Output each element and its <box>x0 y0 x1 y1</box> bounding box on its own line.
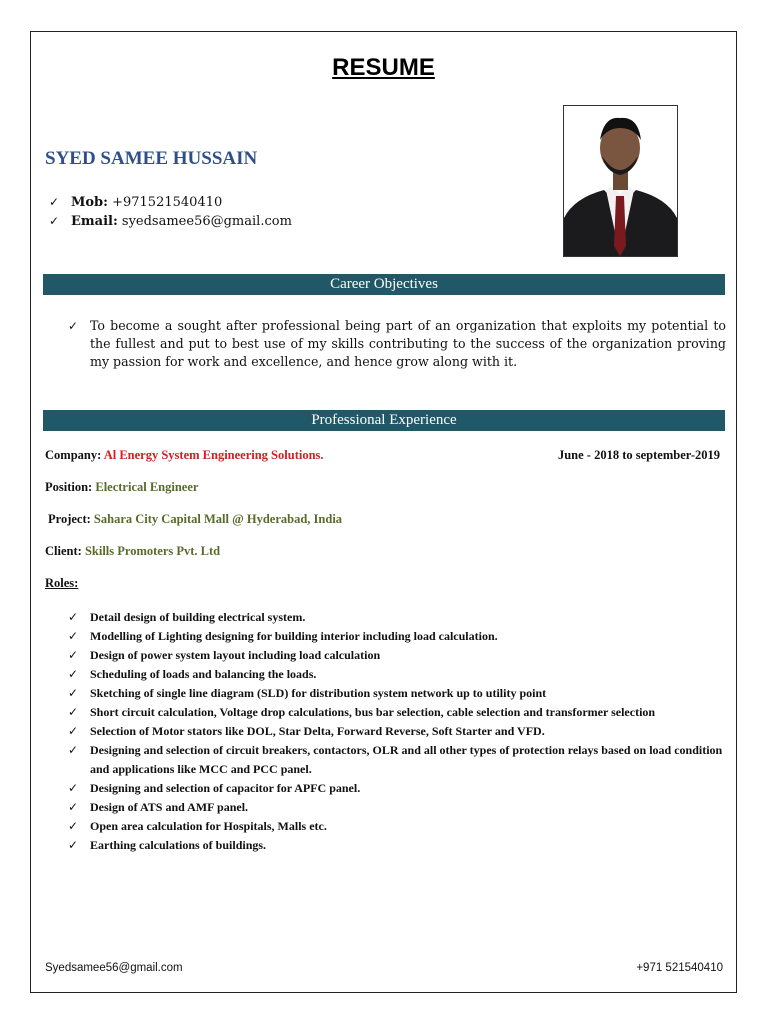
client-row <box>45 544 220 559</box>
list-item: ✓ Open area calculation for Hospitals, Malls etc. <box>90 817 730 836</box>
footer-phone: +971 521540410 <box>636 962 723 974</box>
company-row <box>45 448 324 463</box>
resume-title: RESUME <box>332 54 435 81</box>
project-row <box>48 512 342 527</box>
list-item: ✓ Scheduling of loads and balancing the loads. <box>90 665 730 684</box>
position-value: Electrical Engineer <box>95 480 199 494</box>
mobile-value: +971521540410 <box>112 195 223 210</box>
email-label: Email: <box>71 214 118 229</box>
check-icon: ✓ <box>68 705 79 719</box>
list-item: ✓ Selection of Motor stators like DOL, Star Delta, Forward Reverse, Soft Starter and VFD. <box>90 722 730 741</box>
list-item: ✓ Detail design of building electrical system. <box>90 608 730 627</box>
check-icon: ✓ <box>68 781 79 795</box>
contact-email <box>49 214 292 229</box>
resume-page <box>30 31 737 993</box>
list-item: ✓ Short circuit calculation, Voltage drop calculations, bus bar selection, cable selection and transformer selection <box>90 703 730 722</box>
check-icon: ✓ <box>68 800 79 814</box>
profile-photo-image <box>564 106 677 256</box>
list-item: ✓ Earthing calculations of buildings. <box>90 836 730 855</box>
client-value: Skills Promoters Pvt. Ltd <box>84 544 221 558</box>
candidate-name: SYED SAMEE HUSSAIN <box>45 148 258 169</box>
mobile-label: Mob: <box>71 195 108 210</box>
client-label: Client: <box>45 544 82 558</box>
section-bar-career-objectives: Career Objectives <box>43 274 725 295</box>
career-objective-text: To become a sought after professional being part of an organization that exploits my potential to the fullest and put to best use of my skills contributing to the success of the organization proving my passion for work and excellence, and hence grow along with it. <box>90 318 726 369</box>
list-item: ✓ Design of power system layout including load calculation <box>90 646 730 665</box>
position-label: Position: <box>45 480 93 494</box>
check-icon: ✓ <box>68 819 79 833</box>
list-item: ✓ Designing and selection of circuit breakers, contactors, OLR and all other types of protection relays based on load condition and applications like MCC and PCC panel. <box>68 743 723 776</box>
list-item: ✓ Design of ATS and AMF panel. <box>90 798 730 817</box>
check-icon: ✓ <box>68 648 79 662</box>
email-value: syedsamee56@gmail.com <box>121 214 292 229</box>
section-bar-professional-experience: Professional Experience <box>43 410 725 431</box>
project-label: Project: <box>48 512 91 526</box>
list-item: ✓ Sketching of single line diagram (SLD) for distribution system network up to utility point <box>90 684 730 703</box>
profile-photo <box>563 105 678 257</box>
check-icon: ✓ <box>49 195 60 209</box>
contact-mobile <box>49 195 223 210</box>
company-value: Al Energy System Engineering Solutions. <box>103 448 324 462</box>
check-icon: ✓ <box>68 838 79 852</box>
company-label: Company: <box>45 448 102 462</box>
position-row <box>45 480 198 495</box>
check-icon: ✓ <box>68 743 79 757</box>
roles-list <box>68 608 730 855</box>
check-icon: ✓ <box>68 724 79 738</box>
employment-dates: June - 2018 to september-2019 <box>557 448 720 462</box>
roles-heading: Roles: <box>45 576 79 590</box>
check-icon: ✓ <box>68 686 79 700</box>
check-icon: ✓ <box>68 667 79 681</box>
check-icon: ✓ <box>68 629 79 643</box>
list-item: ✓ Designing and selection of capacitor for APFC panel. <box>90 779 730 798</box>
check-icon: ✓ <box>49 214 60 228</box>
career-objective <box>68 317 726 371</box>
footer-email: Syedsamee56@gmail.com <box>45 962 183 974</box>
list-item: ✓ Modelling of Lighting designing for building interior including load calculation. <box>90 627 730 646</box>
check-icon: ✓ <box>68 610 79 624</box>
project-value: Sahara City Capital Mall @ Hyderabad, India <box>93 512 343 526</box>
check-icon: ✓ <box>68 319 79 333</box>
